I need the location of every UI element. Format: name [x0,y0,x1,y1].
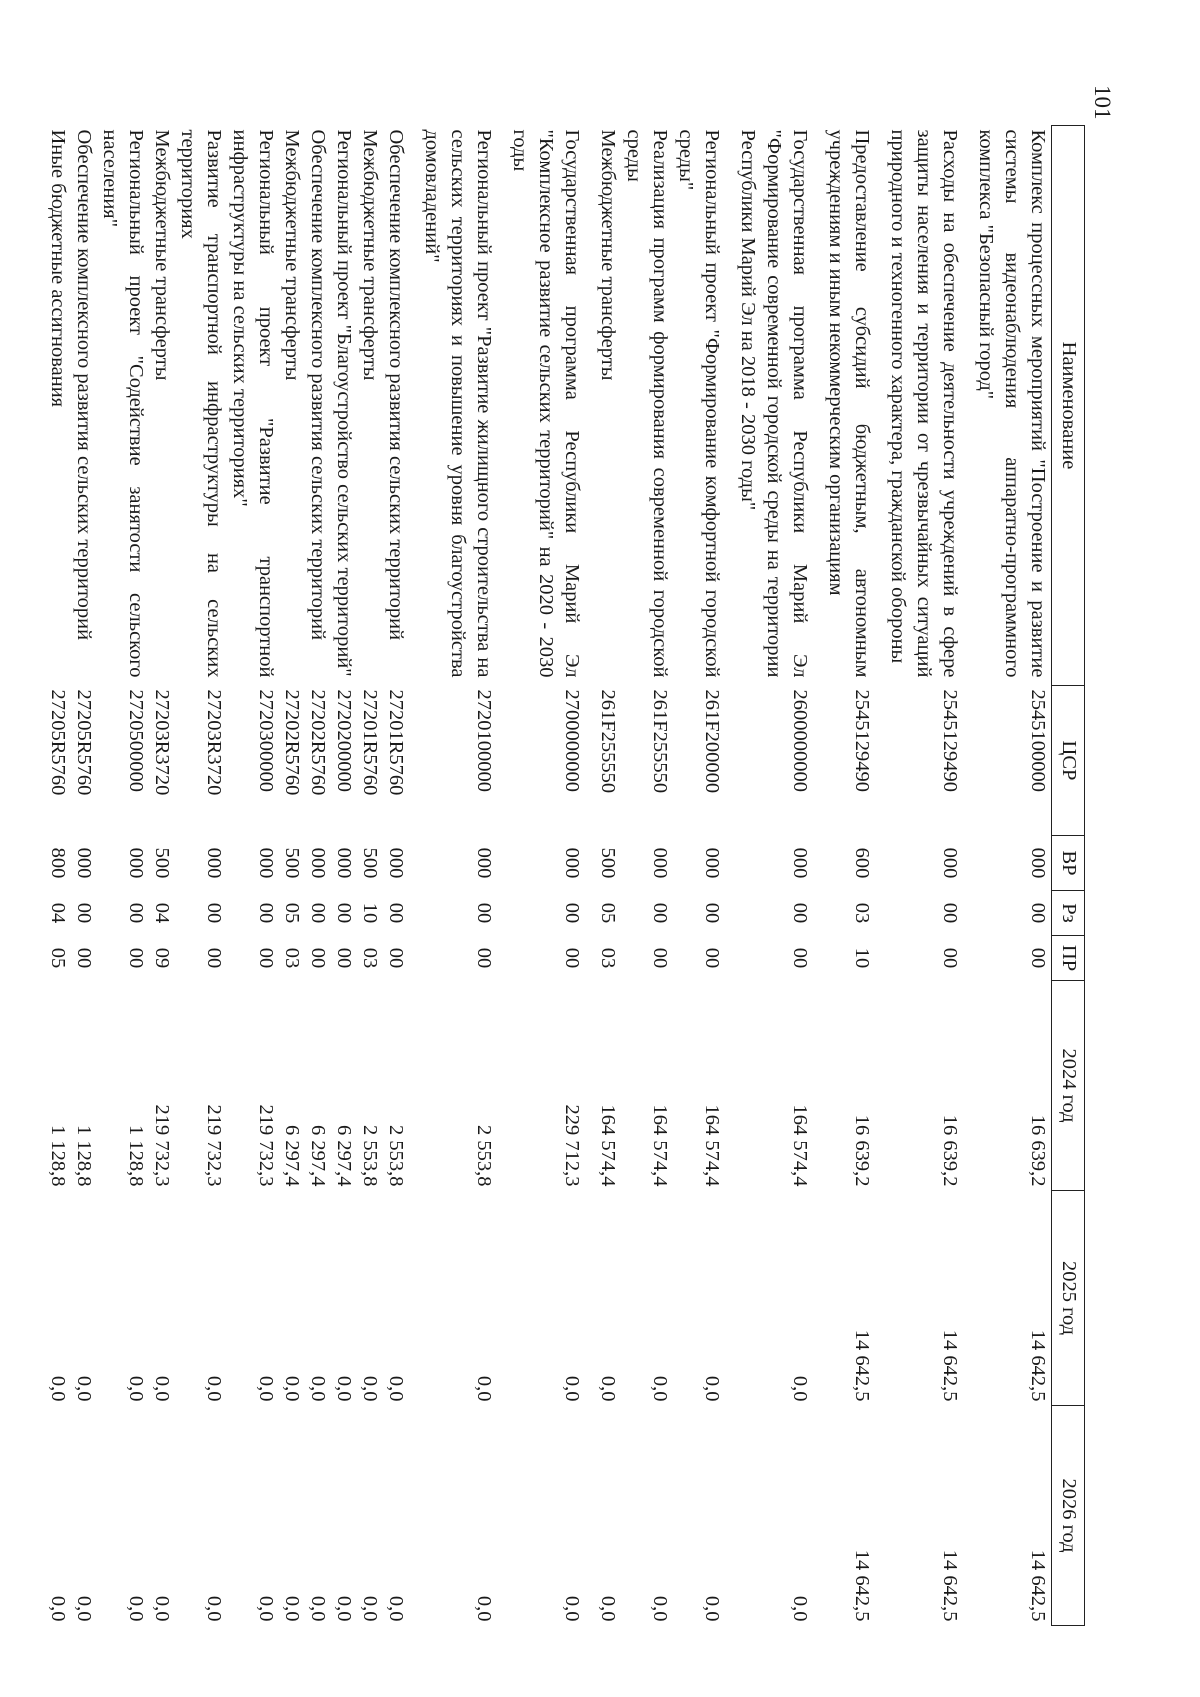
table-row [227,126,279,1626]
row-name: Межбюджетные трансферты [359,129,381,381]
row-value-2025: 0,0 [125,1375,147,1402]
row-pr: 00 [125,947,147,969]
row-csr: 27203R3720 [203,689,225,796]
row-value-2026: 14 642,5 [851,1549,873,1622]
row-value-2026: 0,0 [473,1595,495,1622]
table-row [507,126,595,1626]
row-value-2026: 0,0 [203,1595,225,1622]
row-rz: 10 [359,902,381,924]
row-vr: 000 [1027,847,1049,879]
table-row [357,126,383,1626]
row-value-2026: 0,0 [649,1595,671,1622]
row-pr: 00 [939,947,961,969]
table-row [885,126,973,1626]
row-value-2024: 164 574,4 [789,1104,811,1187]
row-value-2026: 0,0 [47,1595,69,1622]
row-value-2025: 14 642,5 [1027,1329,1049,1402]
table-row [735,126,823,1626]
row-pr: 09 [151,947,173,969]
row-rz: 05 [281,902,303,924]
row-vr: 000 [939,847,961,879]
row-vr: 000 [561,847,583,879]
row-rz: 00 [203,902,225,924]
row-value-2025: 0,0 [151,1375,173,1402]
table-row [383,126,419,1626]
row-name: Региональный проект "Благоустройство сельских территорий" [333,129,355,677]
table-row [305,126,331,1626]
row-value-2024: 1 128,8 [125,1125,147,1187]
row-name: Государственная программа Республики Марий Эл "Формирование современной городской среды на территории Республики Марий Эл на 2018 - 2030 годы" [737,129,811,678]
row-pr: 00 [255,947,277,969]
row-value-2024: 2 553,8 [473,1125,495,1187]
table-row [175,126,227,1626]
header-2024: 2024 год [1052,981,1085,1191]
row-csr: 261F255550 [597,689,619,794]
header-name: Наименование [1052,126,1085,686]
row-value-2026: 0,0 [597,1595,619,1622]
row-pr: 00 [473,947,495,969]
row-value-2024: 6 297,4 [333,1125,355,1187]
row-csr: 27205R5760 [47,689,69,796]
row-name: Региональный проект "Развитие жилищного строительства на сельских территориях и повышение уровня благоустройства домовладений" [421,129,495,678]
row-name: Межбюджетные трансферты [151,129,173,381]
header-csr: ЦСР [1052,686,1085,836]
row-rz: 00 [73,902,95,924]
row-name: Предоставление субсидий бюджетным, автономным учреждениям и иным некоммерческим организациям [825,129,873,678]
row-csr: 27205R5760 [73,689,95,796]
row-value-2026: 0,0 [789,1595,811,1622]
row-value-2024: 16 639,2 [851,1114,873,1187]
row-csr: 27201R5760 [359,689,381,796]
row-vr: 000 [255,847,277,879]
row-rz: 00 [255,902,277,924]
row-name: Обеспечение комплексного развития сельских территорий [307,129,329,641]
row-rz: 00 [789,902,811,924]
table-row [331,126,357,1626]
row-value-2024: 2 553,8 [359,1125,381,1187]
row-name: Государственная программа Республики Марий Эл "Комплексное развитие сельских территорий" на 2020 - 2030 годы [509,129,583,678]
table-header [1052,126,1085,1626]
row-value-2024: 164 574,4 [701,1104,723,1187]
row-value-2026: 0,0 [561,1595,583,1622]
row-pr: 00 [1027,947,1049,969]
row-name: Обеспечение комплексного развития сельских территорий [73,129,95,641]
row-vr: 000 [649,847,671,879]
row-vr: 800 [47,847,69,879]
row-pr: 10 [851,947,873,969]
row-value-2024: 1 128,8 [73,1125,95,1187]
row-value-2024: 219 732,3 [203,1104,225,1187]
header-2026: 2026 год [1052,1406,1085,1626]
row-vr: 500 [281,847,303,879]
row-pr: 00 [789,947,811,969]
row-rz: 05 [597,902,619,924]
row-value-2026: 14 642,5 [1027,1549,1049,1622]
row-vr: 000 [307,847,329,879]
row-value-2024: 229 712,3 [561,1104,583,1187]
row-value-2025: 0,0 [649,1375,671,1402]
row-csr: 2600000000 [789,689,811,792]
row-value-2026: 0,0 [359,1595,381,1622]
row-rz: 00 [649,902,671,924]
row-name: Межбюджетные трансферты [281,129,303,381]
row-value-2026: 0,0 [701,1595,723,1622]
header-pr: ПР [1052,936,1085,981]
row-name: Региональный проект "Формирование комфортной городской среды" [675,129,723,678]
row-csr: 27201R5760 [385,689,407,796]
row-value-2025: 14 642,5 [851,1329,873,1402]
row-rz: 04 [151,902,173,924]
page-number: 101 [1090,85,1115,120]
row-name: Расходы на обеспечение деятельности учреждений в сфере защиты населения и территории от чрезвычайных ситуаций природного и техногенного характера, гражданской обороны [887,129,961,678]
row-vr: 000 [473,847,495,879]
row-value-2025: 0,0 [385,1375,407,1402]
row-rz: 03 [851,902,873,924]
header-rz: Рз [1052,891,1085,936]
row-pr: 00 [385,947,407,969]
row-rz: 00 [561,902,583,924]
row-csr: 2545129490 [939,689,961,792]
row-csr: 2700000000 [561,689,583,792]
row-value-2024: 16 639,2 [939,1114,961,1187]
row-pr: 00 [73,947,95,969]
row-value-2024: 2 553,8 [385,1125,407,1187]
row-value-2026: 0,0 [255,1595,277,1622]
row-vr: 000 [203,847,225,879]
row-vr: 000 [125,847,147,879]
row-rz: 00 [307,902,329,924]
row-value-2025: 0,0 [597,1375,619,1402]
row-value-2024: 16 639,2 [1027,1114,1049,1187]
row-value-2025: 0,0 [333,1375,355,1402]
row-value-2025: 0,0 [255,1375,277,1402]
row-pr: 03 [597,947,619,969]
row-vr: 000 [385,847,407,879]
table-row [419,126,507,1626]
row-value-2026: 0,0 [333,1595,355,1622]
table-row [621,126,673,1626]
row-value-2026: 14 642,5 [939,1549,961,1622]
table-row [823,126,885,1626]
row-csr: 27203R3720 [151,689,173,796]
row-value-2026: 0,0 [73,1595,95,1622]
row-name: Обеспечение комплексного развития сельских территорий [385,129,407,641]
row-pr: 00 [649,947,671,969]
row-name: Межбюджетные трансферты [597,129,619,381]
row-csr: 27202R5760 [307,689,329,796]
row-vr: 000 [333,847,355,879]
table-row [673,126,735,1626]
table-row [45,126,71,1626]
row-value-2025: 0,0 [789,1375,811,1402]
row-csr: 2545100000 [1027,689,1049,792]
row-value-2024: 219 732,3 [151,1104,173,1187]
row-value-2026: 0,0 [151,1595,173,1622]
row-value-2024: 6 297,4 [307,1125,329,1187]
row-value-2026: 0,0 [125,1595,147,1622]
row-value-2025: 14 642,5 [939,1329,961,1402]
row-pr: 00 [701,947,723,969]
table-row [279,126,305,1626]
row-pr: 00 [333,947,355,969]
budget-table [45,125,1085,1626]
row-name: Иные бюджетные ассигнования [47,129,69,408]
row-value-2025: 0,0 [203,1375,225,1402]
table-row [71,126,97,1626]
row-value-2025: 0,0 [281,1375,303,1402]
row-pr: 03 [281,947,303,969]
row-vr: 600 [851,847,873,879]
row-vr: 500 [597,847,619,879]
row-value-2024: 164 574,4 [597,1104,619,1187]
row-rz: 00 [939,902,961,924]
row-value-2025: 0,0 [701,1375,723,1402]
table-row [97,126,149,1626]
row-value-2026: 0,0 [307,1595,329,1622]
row-name: Развитие транспортной инфраструктуры на сельских территориях [177,129,225,678]
row-pr: 03 [359,947,381,969]
row-pr: 05 [47,947,69,969]
row-vr: 500 [151,847,173,879]
row-csr: 261F255550 [649,689,671,794]
row-value-2025: 0,0 [473,1375,495,1402]
row-csr: 2720500000 [125,689,147,792]
row-value-2026: 0,0 [281,1595,303,1622]
row-pr: 00 [203,947,225,969]
row-value-2025: 0,0 [73,1375,95,1402]
row-vr: 000 [789,847,811,879]
row-rz: 00 [473,902,495,924]
row-rz: 00 [385,902,407,924]
row-rz: 00 [1027,902,1049,924]
row-vr: 500 [359,847,381,879]
row-csr: 2720200000 [333,689,355,792]
row-value-2024: 1 128,8 [47,1125,69,1187]
row-pr: 00 [561,947,583,969]
header-vr: ВР [1052,836,1085,891]
row-value-2025: 0,0 [307,1375,329,1402]
row-value-2026: 0,0 [385,1595,407,1622]
row-value-2025: 0,0 [47,1375,69,1402]
row-rz: 00 [125,902,147,924]
row-csr: 27202R5760 [281,689,303,796]
row-value-2024: 219 732,3 [255,1104,277,1187]
table-row [973,126,1052,1626]
row-name: Региональный проект "Развитие транспортной инфраструктуры на сельских территориях" [229,129,277,678]
table-row [149,126,175,1626]
row-name: Комплекс процессных мероприятий "Построение и развитие системы видеонаблюдения аппаратно-программного комплекса "Безопасный город" [975,129,1049,678]
row-rz: 00 [701,902,723,924]
row-rz: 04 [47,902,69,924]
row-value-2025: 0,0 [561,1375,583,1402]
row-rz: 00 [333,902,355,924]
row-value-2024: 6 297,4 [281,1125,303,1187]
table-body [45,126,1052,1626]
row-csr: 261F200000 [701,689,723,794]
rotated-page [47,85,1130,1645]
row-name: Реализация программ формирования современной городской среды [623,129,671,678]
row-vr: 000 [701,847,723,879]
row-csr: 2720300000 [255,689,277,792]
row-value-2024: 164 574,4 [649,1104,671,1187]
row-csr: 2720100000 [473,689,495,792]
header-2025: 2025 год [1052,1191,1085,1406]
table-row [595,126,621,1626]
row-pr: 00 [307,947,329,969]
row-csr: 2545129490 [851,689,873,792]
row-value-2025: 0,0 [359,1375,381,1402]
row-vr: 000 [73,847,95,879]
row-name: Региональный проект "Содействие занятости сельского населения" [99,129,147,678]
